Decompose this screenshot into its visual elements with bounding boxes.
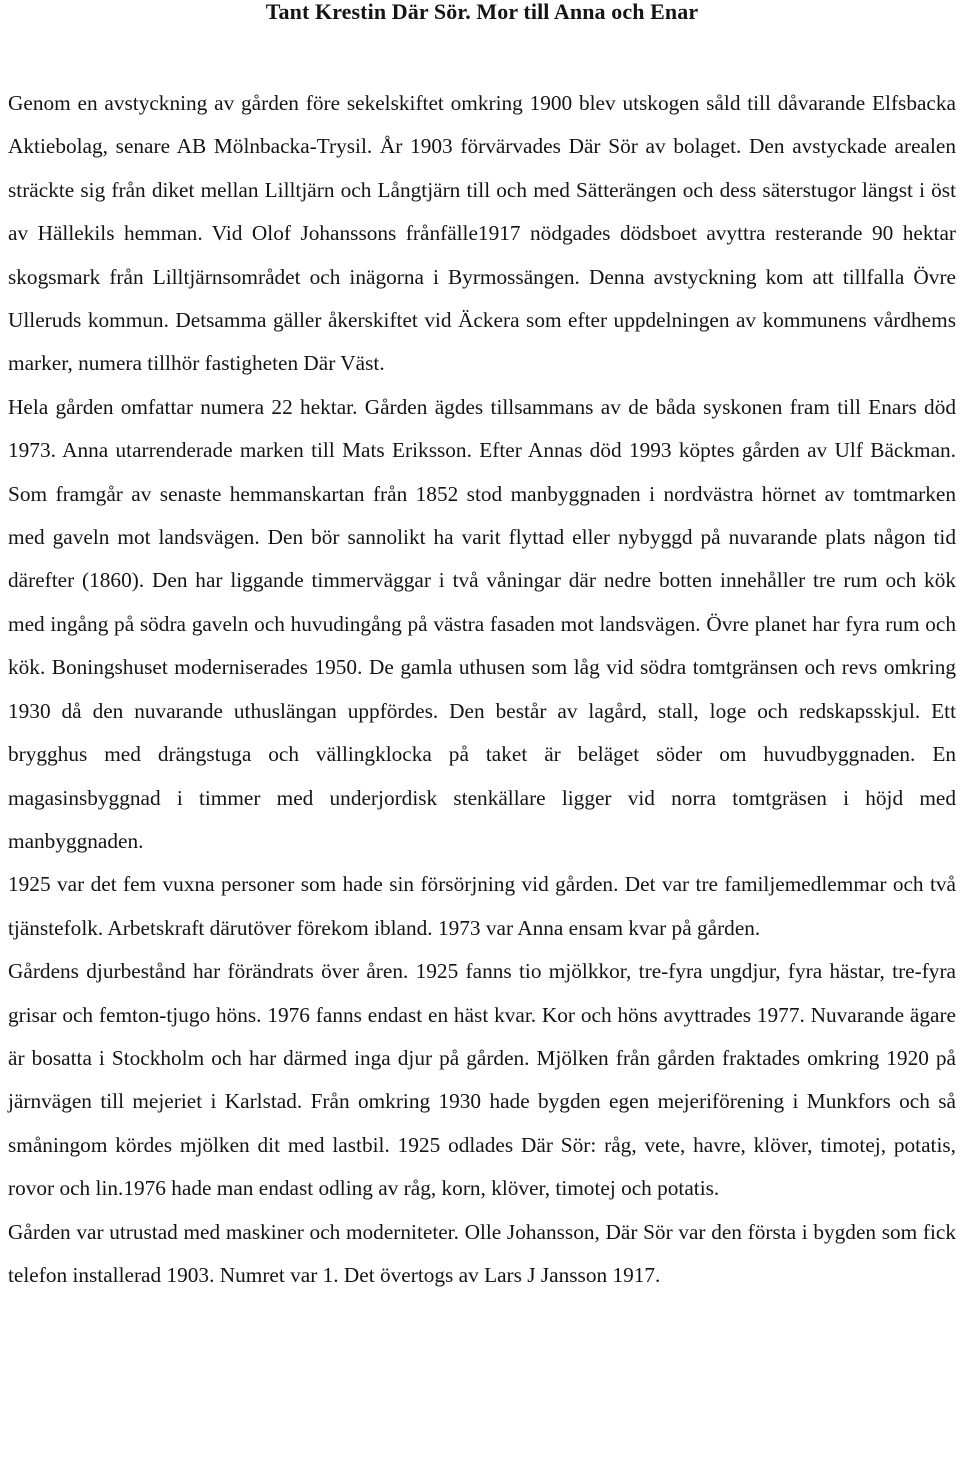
page-header: Tant Krestin Där Sör. Mor till Anna och Enar bbox=[265, 0, 699, 24]
paragraph-workforce: 1925 var det fem vuxna personer som hade sin försörjning vid gården. Det var tre familjemedlemmar och två tjänstefolk. Arbetskraft därutöver förekom ibland. 1973 var Anna ensam kvar på gården. bbox=[8, 872, 956, 940]
paragraph-livestock-crops: Gårdens djurbestånd har förändrats över åren. 1925 fanns tio mjölkkor, tre-fyra ungdjur, fyra hästar, tre-fyra grisar och femton-tjugo höns. 1976 fanns endast en häst kvar. Kor och höns avyttrades 1977. Nuvarande ägare är bosatta i Stockholm och har därmed inga djur på gården. Mjölken från gården fraktades omkring 1920 på järnvägen till mejeriet i Karlstad. Från omkring 1930 hade bygden egen mejeriförening i Munkfors och så småningom kördes mjölken dit med lastbil. 1925 odlades Där Sör: råg, vete, havre, klöver, timotej, potatis, rovor och lin.1976 hade man endast odling av råg, korn, klöver, timotej och potatis. bbox=[8, 959, 956, 1201]
paragraph-farm-buildings: Hela gården omfattar numera 22 hektar. Gården ägdes tillsammans av de båda syskonen fram till Enars död 1973. Anna utarrenderade marken till Mats Eriksson. Efter Annas död 1993 köptes gården av Ulf Bäckman. Som framgår av senaste hemmanskartan från 1852 stod manbyggnaden i nordvästra hörnet av tomtmarken med gaveln mot landsvägen. Den bör sannolikt ha varit flyttad eller nybyggd på nuvarande plats någon tid därefter (1860). Den har liggande timmerväggar i två våningar där nedre botten innehåller tre rum och kök med ingång på södra gaveln och huvudingång på västra fasaden mot landsvägen. Övre planet har fyra rum och kök. Boningshuset moderniserades 1950. De gamla uthusen som låg vid södra tomtgränsen och revs omkring 1930 då den nuvarande uthuslängan uppfördes. Den består av lagård, stall, loge och redskapsskjul. Ett brygghus med drängstuga och vällingklocka på taket är beläget söder om huvudbyggnaden. En magasinsbyggnad i timmer med underjordisk stenkällare ligger vid norra tomtgräsen i höjd med manbyggnaden. bbox=[8, 394, 956, 853]
paragraph-land-history: Genom en avstyckning av gården före sekelskiftet omkring 1900 blev utskogen såld till dåvarande Elfsbacka Aktiebolag, senare AB Mölnbacka-Trysil. År 1903 förvärvades Där Sör av bolaget. Den avstyckade arealen sträckte sig från diket mellan Lilltjärn och Långtjärn till och med Sätterängen och dess säterstugor längst i öst av Hällekils hemman. Vid Olof Johanssons frånfälle1917 nödgades dödsboet avyttra resterande 90 hektar skogsmark från Lilltjärnsområdet och inägorna i Byrmossängen. Denna avstyckning kom att tillfalla Övre Ulleruds kommun. Detsamma gäller åkerskiftet vid Äckera som efter uppdelningen av kommunens vårdhems marker, numera tillhör fastigheten Där Väst. bbox=[8, 91, 956, 376]
paragraph-telephone: Gården var utrustad med maskiner och moderniteter. Olle Johansson, Där Sör var den första i bygden som fick telefon installerad 1903. Numret var 1. Det övertogs av Lars J Jansson 1917. bbox=[8, 1219, 956, 1287]
document-page bbox=[8, 0, 956, 1297]
